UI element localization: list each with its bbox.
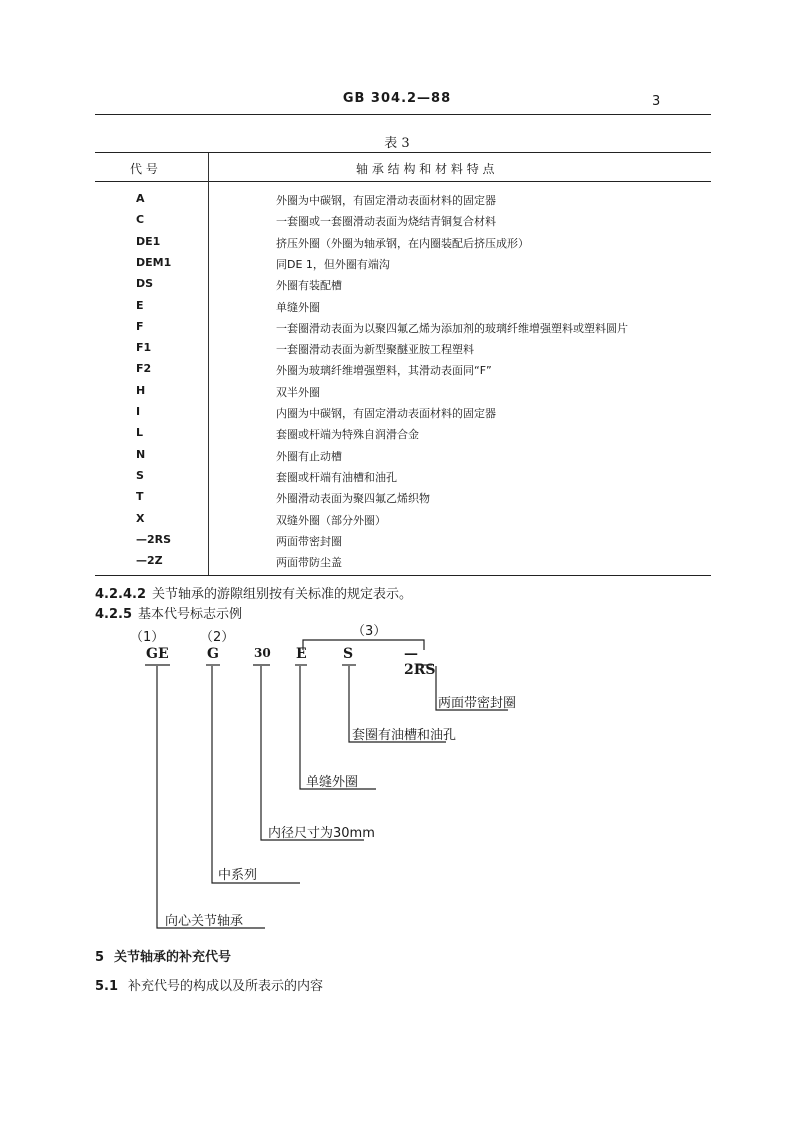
- section-text: 补充代号的构成以及所表示的内容: [128, 979, 324, 994]
- table-cell-code: S: [136, 469, 144, 482]
- table-cell-code: —2Z: [136, 554, 163, 567]
- table-cell-code: X: [136, 512, 145, 525]
- table-cell-desc: 两面带防尘盖: [276, 556, 342, 569]
- table-header-desc: 轴 承 结 构 和 材 料 特 点: [356, 162, 495, 176]
- section-text: 关节轴承的游隙组别按有关标准的规定表示。: [152, 587, 413, 602]
- table-cell-code: —2RS: [136, 533, 172, 546]
- table-cell-code: DEM1: [136, 256, 172, 269]
- diagram-label-1: （1）: [130, 630, 165, 645]
- table-cell-code: DS: [136, 277, 154, 290]
- section-5-1: [95, 975, 323, 994]
- table-cell-desc: 一套圈或一套圈滑动表面为烧结青铜复合材料: [276, 215, 496, 228]
- note-30: 内径尺寸为30mm: [268, 826, 375, 841]
- table-header-code: 代 号: [130, 162, 158, 176]
- note-2rs: 两面带密封圈: [438, 696, 517, 711]
- table-cell-code: F: [136, 320, 144, 333]
- table-cell-desc: 外圈为玻璃纤维增强塑料，其滑动表面同“F”: [276, 364, 492, 377]
- diagram-label-3: （3）: [352, 624, 387, 639]
- table-cell-desc: 内圈为中碳钢，有固定滑动表面材料的固定器: [276, 407, 496, 420]
- section-number: 5: [95, 950, 105, 965]
- table-cell-code: I: [136, 405, 141, 418]
- diagram-code-ge: GE: [146, 646, 169, 662]
- leader-g: [212, 666, 300, 883]
- section-text: 基本代号标志示例: [138, 607, 243, 622]
- page-number: 3: [652, 94, 661, 109]
- table-cell-desc: 一套圈滑动表面为新型聚醚亚胺工程塑料: [276, 343, 474, 356]
- table-cell-desc: 两面带密封圈: [276, 535, 342, 548]
- table-cell-desc: 挤压外圈（外圈为轴承钢，在内圈装配后挤压成形）: [276, 237, 529, 250]
- group-brace: [303, 640, 424, 650]
- table-cell-code: F1: [136, 341, 152, 354]
- diagram-code-g: G: [207, 646, 219, 662]
- table-cell-desc: 外圈滑动表面为聚四氟乙烯织物: [276, 492, 430, 505]
- note-e: 单缝外圈: [306, 775, 359, 790]
- diagram-code-s: S: [343, 646, 354, 662]
- table-cell-code: N: [136, 448, 146, 461]
- table-cell-code: F2: [136, 362, 152, 375]
- section-number: 4.2.4.2: [95, 587, 146, 602]
- table-cell-code: A: [136, 192, 145, 205]
- table-cell-desc: 外圈有止动槽: [276, 450, 342, 463]
- table-cell-desc: 双半外圈: [276, 386, 320, 399]
- diagram-label-2: （2）: [200, 630, 235, 645]
- table-cell-code: H: [136, 384, 146, 397]
- document-id: GB 304.2—88: [342, 91, 452, 106]
- section-number: 5.1: [95, 979, 119, 994]
- table-cell-code: C: [136, 213, 145, 226]
- diagram-code-2rs: —2RS: [404, 646, 436, 678]
- diagram-code-30: 30: [254, 646, 271, 660]
- table-cell-code: DE1: [136, 235, 161, 248]
- note-ge: 向心关节轴承: [165, 914, 244, 929]
- note-s: 套圈有油槽和油孔: [352, 728, 457, 743]
- section-text: 关节轴承的补充代号: [114, 950, 232, 965]
- table-cell-desc: 外圈为中碳钢，有固定滑动表面材料的固定器: [276, 194, 496, 207]
- table-cell-code: L: [136, 426, 144, 439]
- table-cell-desc: 单缝外圈: [276, 301, 320, 314]
- leader-ge: [157, 666, 265, 928]
- table-cell-code: T: [136, 490, 144, 503]
- table-cell-desc: 双缝外圈（部分外圈）: [276, 514, 386, 527]
- table-cell-code: E: [136, 299, 144, 312]
- table-title: 表 3: [384, 136, 410, 151]
- note-g: 中系列: [218, 868, 258, 883]
- table-cell-desc: 一套圈滑动表面为以聚四氟乙烯为添加剂的玻璃纤维增强塑料或塑料圆片: [276, 322, 628, 335]
- table-cell-desc: 套圈或杆端为特殊自润滑合金: [276, 428, 419, 441]
- table-cell-desc: 同DE 1，但外圈有端沟: [276, 258, 390, 271]
- section-number: 4.2.5: [95, 607, 133, 622]
- table-cell-desc: 套圈或杆端有油槽和油孔: [276, 471, 397, 484]
- diagram-code-e: E: [296, 646, 307, 662]
- table-cell-desc: 外圈有装配槽: [276, 279, 342, 292]
- section-5: [95, 946, 231, 965]
